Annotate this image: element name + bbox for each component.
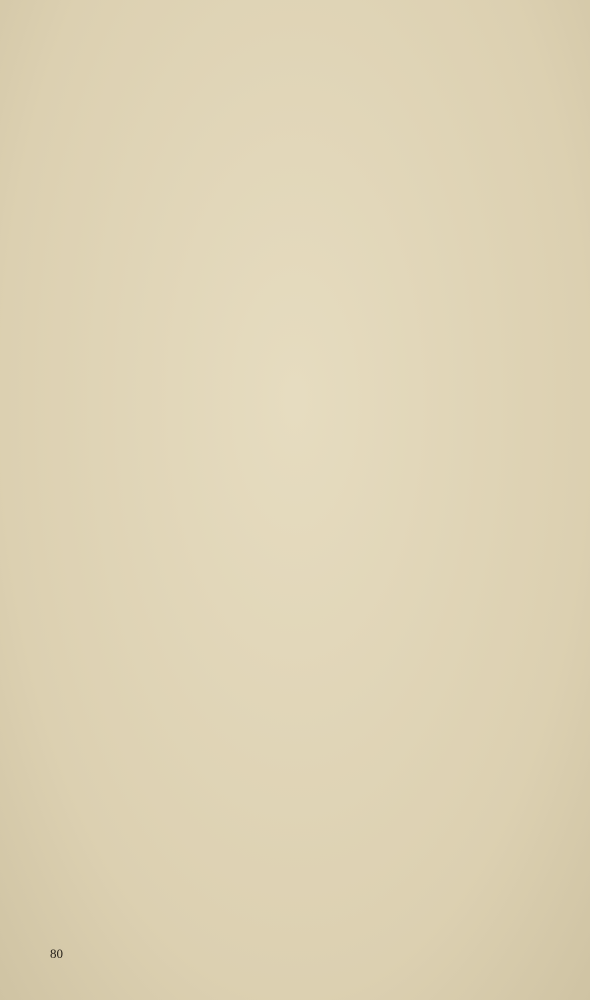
page-number: 80 <box>50 946 63 961</box>
left-column <box>48 36 304 946</box>
right-column <box>300 36 556 946</box>
